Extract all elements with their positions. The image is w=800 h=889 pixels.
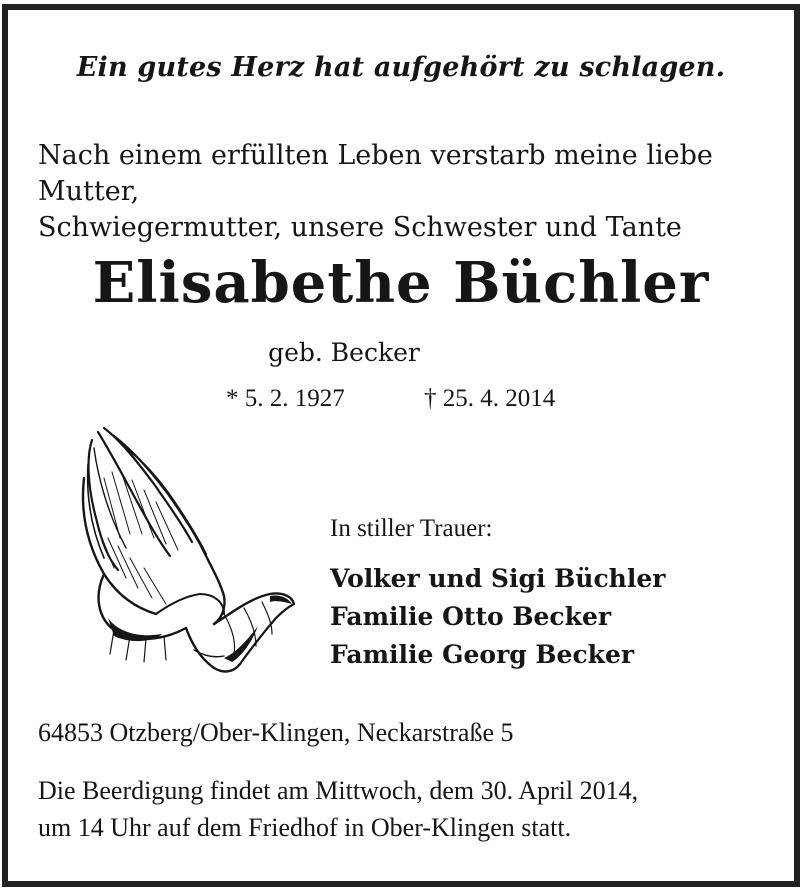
- funeral-line-2: um 14 Uhr auf dem Friedhof in Ober-Klingen statt.: [38, 813, 572, 842]
- intro-line-1: Nach einem erfüllten Leben verstarb meine liebe Mutter,: [38, 140, 713, 207]
- address: 64853 Otzberg/Ober-Klingen, Neckarstraße 5: [38, 718, 514, 747]
- death-date: † 25. 4. 2014: [424, 385, 556, 412]
- mourner-item: Familie Georg Becker: [330, 640, 635, 669]
- intro-text: [38, 138, 778, 246]
- obituary-notice: [2, 4, 800, 887]
- funeral-line-1: Die Beerdigung findet am Mittwoch, dem 30. April 2014,: [38, 776, 639, 805]
- maiden-name: geb. Becker: [268, 338, 420, 367]
- intro-line-2: Schwiegermutter, unsere Schwester und Tante: [38, 212, 682, 243]
- mourner-item: Volker und Sigi Büchler: [330, 564, 666, 593]
- deceased-name: Elisabethe Büchler: [92, 250, 710, 316]
- mourners-list: [330, 560, 665, 674]
- funeral-info: [38, 772, 778, 846]
- motto-heading: Ein gutes Herz hat aufgehört zu schlagen.: [76, 52, 726, 83]
- birth-date: * 5. 2. 1927: [226, 385, 345, 412]
- praying-hands-icon: [74, 418, 296, 680]
- mourner-item: Familie Otto Becker: [330, 602, 612, 631]
- mourning-label: In stiller Trauer:: [330, 515, 493, 542]
